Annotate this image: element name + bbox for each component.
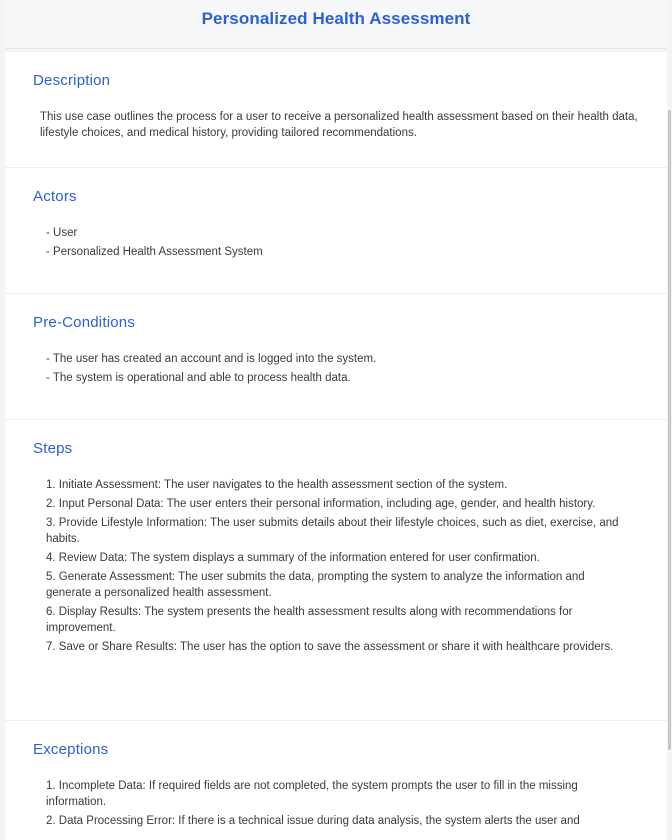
step-item: 4. Review Data: The system displays a summary of the information entered for user confirmation. <box>46 552 540 564</box>
actors-section <box>5 168 667 294</box>
description-heading: Description <box>33 72 111 89</box>
exceptions-heading: Exceptions <box>33 741 109 758</box>
exceptions-list <box>46 778 626 829</box>
step-item: 6. Display Results: The system presents the health assessment results along with recommendations for improvement. <box>46 606 573 634</box>
vertical-scrollbar[interactable] <box>667 52 672 840</box>
steps-heading: Steps <box>33 440 73 457</box>
description-text: This use case outlines the process for a user to receive a personalized health assessment based on their health data, lifestyle choices, and medical history, providing tailored recommendations. <box>40 111 638 139</box>
step-item: 2. Input Personal Data: The user enters their personal information, including age, gender, and health history. <box>46 498 596 510</box>
exception-item: 2. Data Processing Error: If there is a technical issue during data analysis, the system alerts the user and <box>46 815 580 827</box>
actor-item: - Personalized Health Assessment System <box>46 246 263 258</box>
precondition-item: - The user has created an account and is logged into the system. <box>46 353 377 365</box>
steps-section <box>5 420 667 721</box>
step-item: 3. Provide Lifestyle Information: The user submits details about their lifestyle choices, such as diet, exercise, and habits. <box>46 517 619 545</box>
content-area[interactable] <box>5 52 667 840</box>
scrollbar-thumb[interactable] <box>668 110 671 750</box>
step-item: 1. Initiate Assessment: The user navigates to the health assessment section of the system. <box>46 479 508 491</box>
actors-list <box>46 225 639 260</box>
precondition-item: - The system is operational and able to process health data. <box>46 372 351 384</box>
actors-heading: Actors <box>33 188 77 205</box>
preconditions-heading: Pre-Conditions <box>33 314 136 331</box>
description-section <box>5 52 667 168</box>
actor-item: - User <box>46 227 78 239</box>
step-item: 5. Generate Assessment: The user submits the data, prompting the system to analyze the information and generate a personalized health assessment. <box>46 571 585 599</box>
exception-item: 1. Incomplete Data: If required fields are not completed, the system prompts the user to fill in the missing information. <box>46 780 578 808</box>
exceptions-section <box>5 721 667 840</box>
preconditions-list <box>46 351 639 386</box>
page-header <box>5 0 667 49</box>
page-title: Personalized Health Assessment <box>201 9 471 28</box>
step-item: 7. Save or Share Results: The user has the option to save the assessment or share it with healthcare providers. <box>46 641 614 653</box>
steps-list <box>46 477 626 655</box>
preconditions-section <box>5 294 667 420</box>
